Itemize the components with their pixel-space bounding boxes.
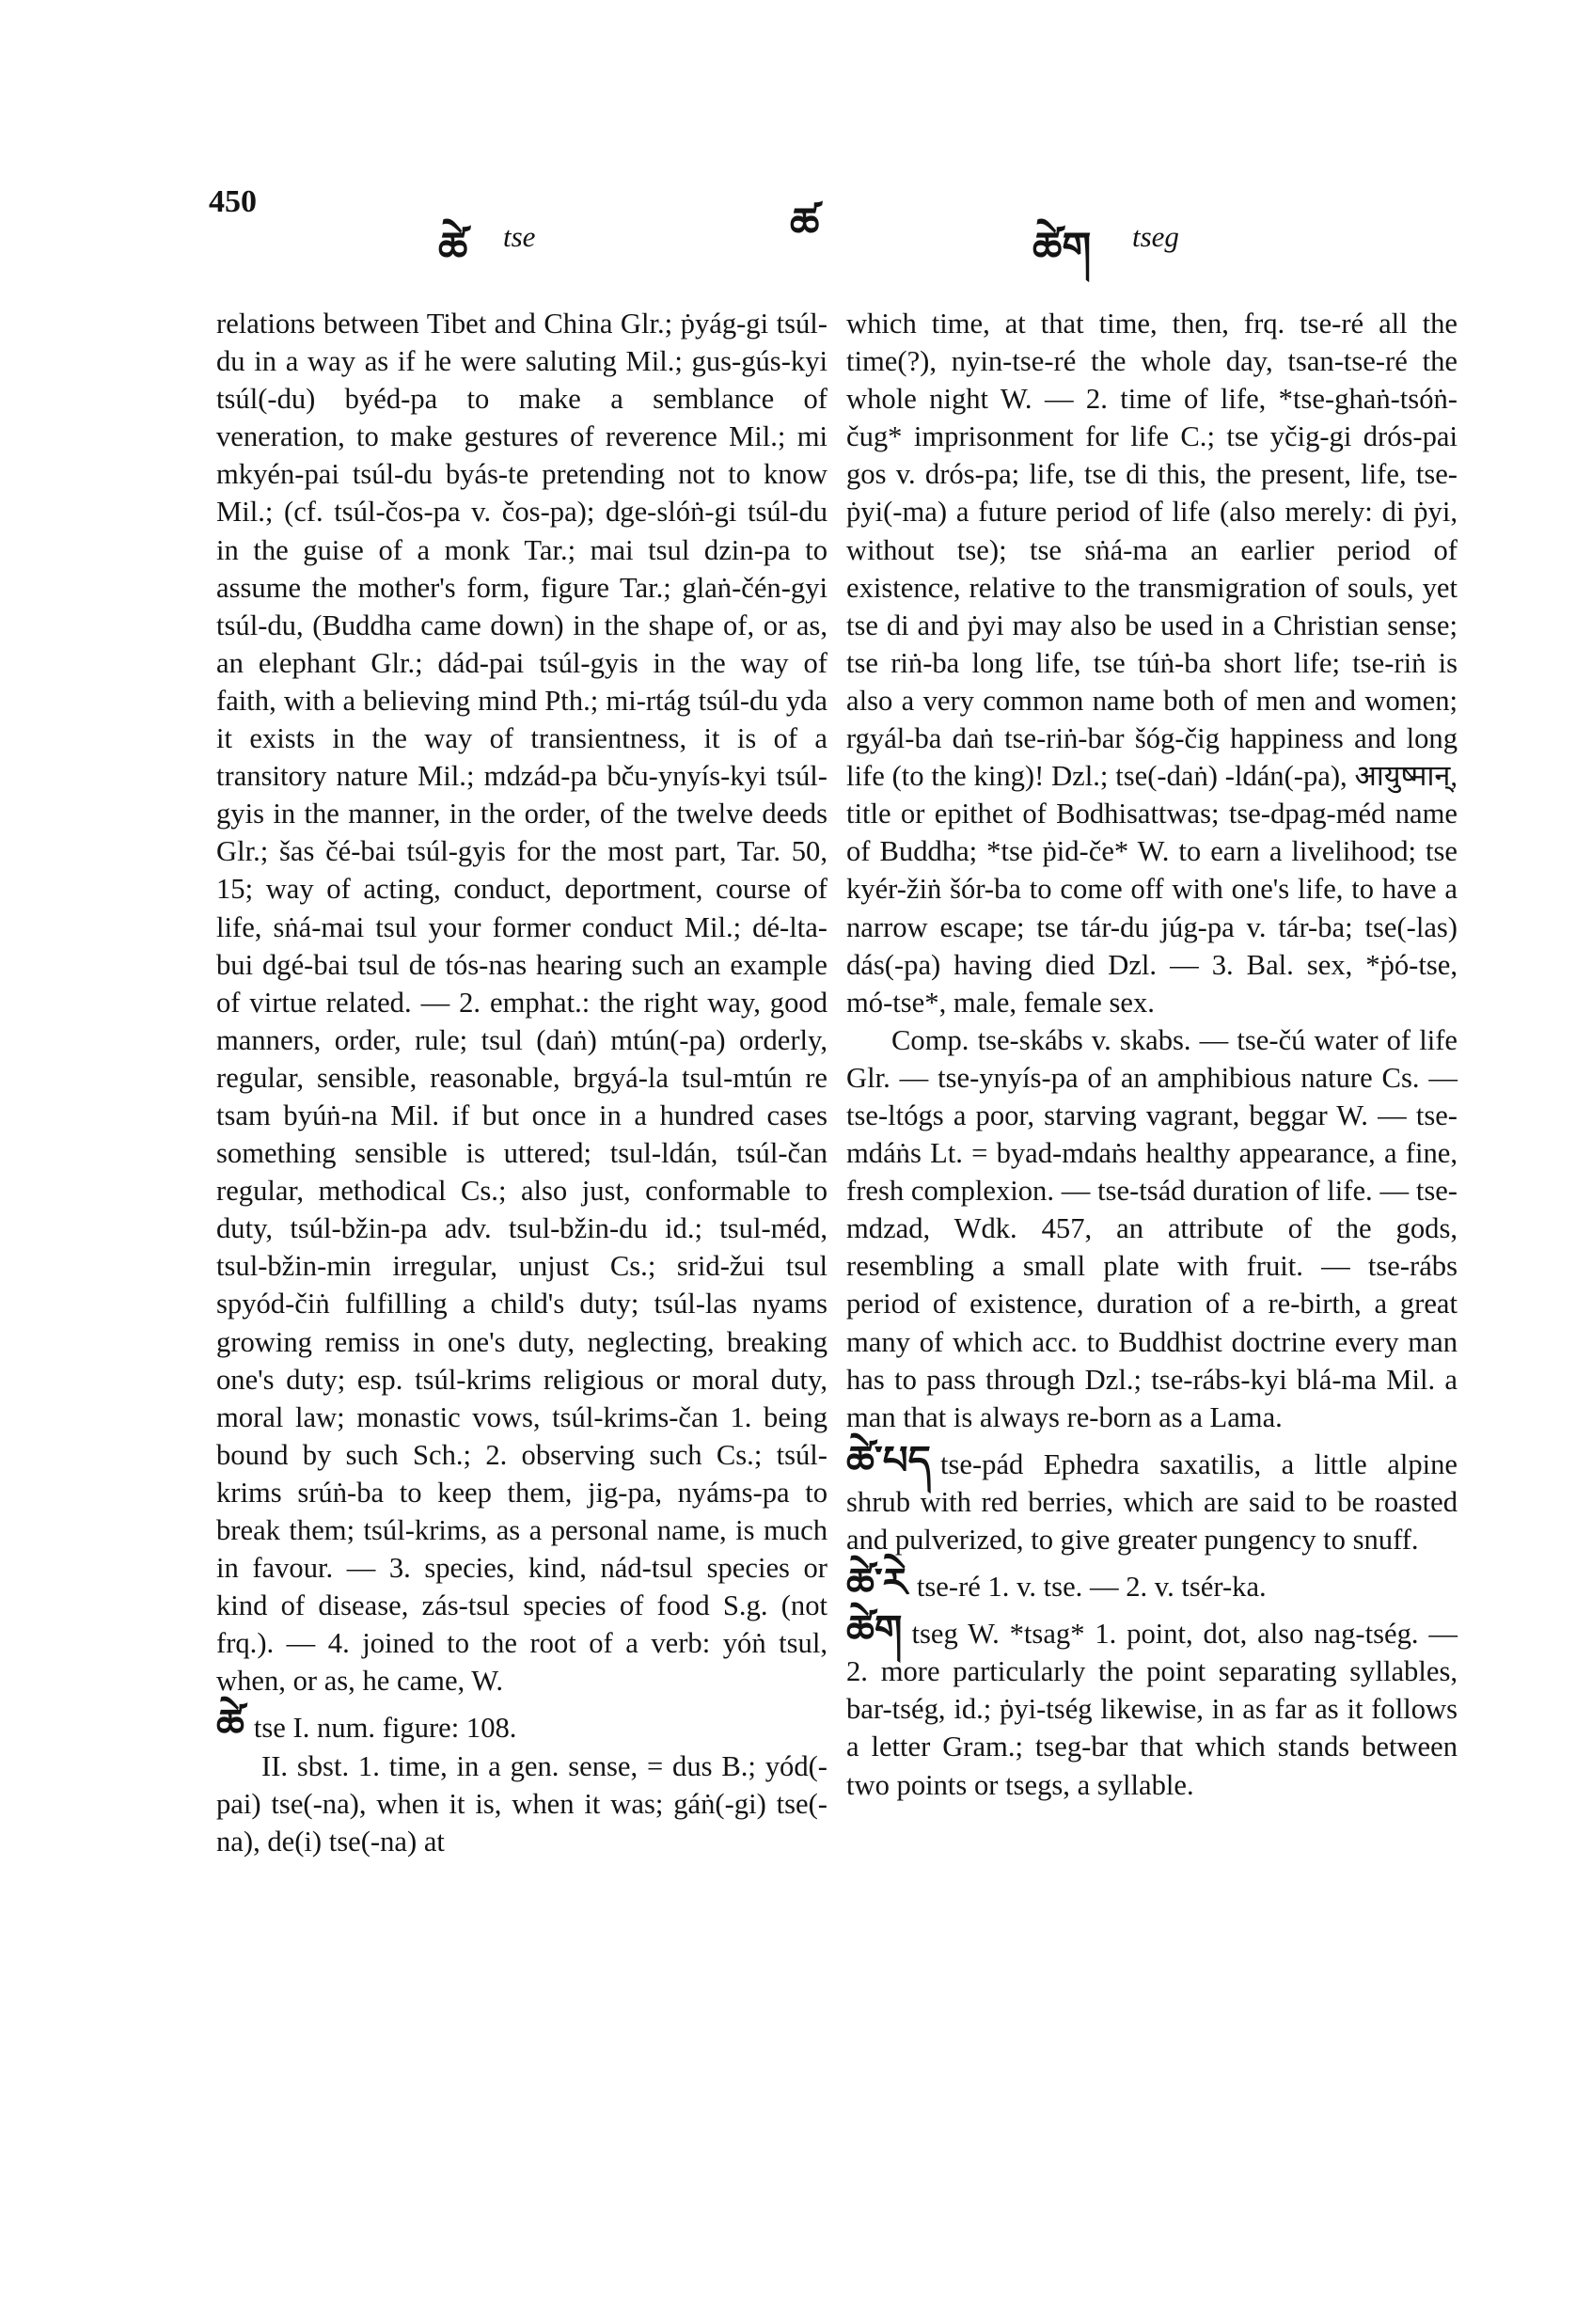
entry-tseg-text: tseg W. *tsag* 1. point, dot, also nag-tség. — 2. more particularly the point separating syllables, bar-tség, id.; ṗyi-tség likewise, in as far as it follows a letter Gram.; tseg-bar that which stands between two points or tsegs, a syllable.	[846, 1618, 1458, 1801]
entry-head-tse-re-tibetan: ཚེ་རེ	[846, 1559, 907, 1606]
entry-head-tseg-tibetan: ཚེག	[846, 1606, 903, 1653]
entry-tseg	[846, 1606, 1458, 1803]
entry-tse-pad	[846, 1436, 1458, 1558]
right-paragraph-tse-continued: which time, at that time, then, frq. tse-ré all the time(?), nyin-tse-ré the whole day, tsan-tse-ré the whole night W. — 2. time of life, *tse-ghaṅ-tsóṅ-čug* imprisonment for life C.; tse yčig-gi drós-pai gos v. drós-pa; life, tse di this, the present, life, tse-ṗyi(-ma) a future period of life (also merely: di ṗyi, without tse); tse sṅá-ma an earlier period of existence, relative to the transmigration of souls, yet tse di and ṗyi may also be used in a Christian sense; tse riṅ-ba long life, tse túṅ-ba short life; tse-riṅ is also a very common name both of men and women; rgyál-ba daṅ tse-riṅ-bar šóg-čig happiness and long life (to the king)! Dzl.; tse(-daṅ) -ldán(-pa), आयुष्मान्, title or epithet of Bodhisattwas; tse-dpag-méd name of Buddha; *tse ṗid-če* W. to earn a livelihood; tse kyér-žiṅ šór-ba to come off with one's life, to have a narrow escape; tse tár-du júg-pa v. tár-ba; tse(-las) dás(-pa) having died Dzl. — 3. Bal. sex, *ṗó-tse, mó-tse*, male, female sex.	[846, 308, 1458, 1019]
entry-tse-pad-text: tse-pád Ephedra saxatilis, a little alpine shrub with red berries, which are said to be roasted and pulverized, to give greater pungency to snuff.	[846, 1447, 1458, 1556]
paragraph-tse-compounds: Comp. tse-skábs v. skabs. — tse-čú water of life Glr. — tse-ynyís-pa of an amphibious nature Cs. — tse-ltógs a poor, starving vagrant, beggar W. — tse-mdáṅs Lt. = byad-mdaṅs healthy appearance, a fine, fresh complexion. — tse-tsád duration of life. — tse-mdzad, Wdk. 457, an attribute of the gods, resembling a small plate with fruit. — tse-rábs period of existence, duration of a re-birth, a great many of which acc. to Buddhist doctrine every man has to pass through Dzl.; tse-rábs-kyi blá-ma Mil. a man that is always re-born as a Lama.	[846, 1023, 1458, 1433]
entry-tse-re-text: tse-ré 1. v. tse. — 2. v. tsér-ka.	[916, 1571, 1267, 1604]
left-running-head-term: tse	[503, 220, 536, 253]
center-letter-heading: ཚ	[790, 199, 820, 247]
right-running-head-tibetan: ཚེག	[1032, 224, 1092, 272]
right-column	[846, 305, 1458, 1804]
entry-tse-re	[846, 1559, 1458, 1606]
entry-head-tse-pad-tibetan: ཚེ་པད	[846, 1436, 931, 1483]
right-running-head-term: tseg	[1132, 220, 1179, 253]
left-paragraph-tsul-continued: relations between Tibet and China Glr.; ṗyág-gi tsúl-du in a way as if he were saluting Mil.; gus-gús-kyi tsúl(-du) byéd-pa to make a semblance of veneration, to make gestures of reverence Mil.; mi mkyén-pai tsúl-du byás-te pretending not to know Mil.; (cf. tsúl-čos-pa v. čos-pa); dge-slóṅ-gi tsúl-du in the guise of a monk Tar.; mai tsul dzin-pa to assume the mother's form, figure Tar.; glaṅ-čén-gyi tsúl-du, (Buddha came down) in the shape of, or as, an elephant Glr.; dád-pai tsúl-gyis in the way of faith, with a believing mind Pth.; mi-rtág tsúl-du yda it exists in the way of transientness, it is of a transitory nature Mil.; mdzád-pa bču-ynyís-kyi tsúl-gyis in the manner, in the order, of the twelve deeds Glr.; šas čé-bai tsúl-gyis for the most part, Tar. 50, 15; way of acting, conduct, deportment, course of life, sṅá-mai tsul your former conduct Mil.; dé-lta-bui dgé-bai tsul de tós-nas hearing such an example of virtue related. — 2. emphat.: the right way, good manners, order, rule; tsul (daṅ) mtún(-pa) orderly, regular, sensible, reasonable, brgyá-la tsul-mtún re tsam byúṅ-na Mil. if but once in a hundred cases something sensible is uttered; tsul-ldán, tsúl-čan regular, methodical Cs.; also just, conformable to duty, tsúl-bžin-pa adv. tsul-bžin-du id.; tsul-méd, tsul-bžin-min irregular, unjust Cs.; srid-žui tsul spyód-čiṅ fulfilling a child's duty; tsúl-las nyams growing remiss in one's duty, neglecting, breaking one's duty; esp. tsúl-krims religious or moral duty, moral law; monastic vows, tsúl-krims-čan 1. being bound by such Sch.; 2. observing such Cs.; tsúl-krims srúṅ-ba to keep them, jig-pa, nyáms-pa to break them; tsúl-krims, as a personal name, is much in favour. — 3. species, kind, nád-tsul species or kind of disease, zás-tsul species of food S.g. (not frq.). — 4. joined to the root of a verb: yóṅ tsul, when, or as, he came, W.	[216, 308, 827, 1698]
entry-head-tse-tibetan: ཚེ	[216, 1700, 244, 1747]
page-header	[0, 177, 1576, 271]
left-running-head-tibetan: ཚེ	[438, 224, 468, 272]
left-column	[216, 305, 827, 1860]
entry-tse-substantive: II. sbst. 1. time, in a gen. sense, = dus B.; yód(-pai) tse(-na), when it is, when it was; gáṅ(-gi) tse(-na), de(i) tse(-na) at	[216, 1749, 827, 1858]
page-number: 450	[209, 184, 257, 219]
entry-tse-number-text: tse I. num. figure: 108.	[253, 1712, 517, 1745]
entry-tse-number	[216, 1700, 827, 1747]
